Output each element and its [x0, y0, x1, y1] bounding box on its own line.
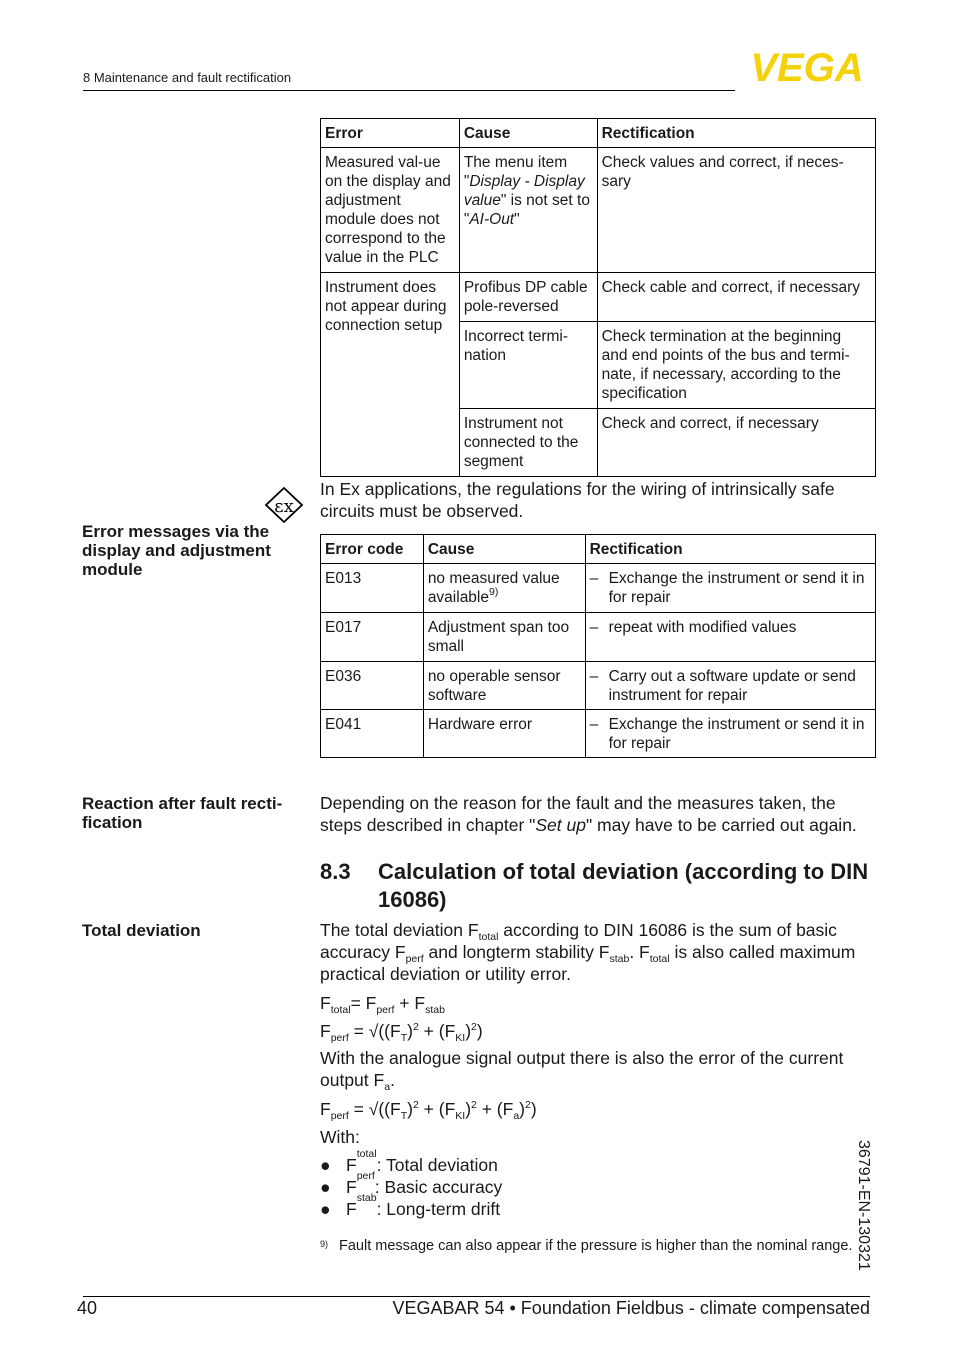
formula-total	[320, 992, 876, 1014]
subscript: perf	[376, 1004, 395, 1016]
text: )	[407, 1021, 413, 1041]
superscript: 2	[412, 1099, 419, 1111]
footnote-mark: 9)	[320, 1239, 329, 1249]
text: )	[519, 1099, 525, 1119]
vega-logo	[741, 50, 873, 84]
rectification-text: Exchange the instrument or send it in for repair	[608, 716, 865, 752]
subscript: KI	[455, 1110, 466, 1122]
error-cell: Measured val-ue on the display and adjustment module does not correspond to the value in the PLC	[321, 148, 460, 273]
list-item	[320, 1148, 502, 1176]
subscript: a	[513, 1110, 520, 1122]
subscript: total	[649, 953, 670, 965]
text: and longterm stability F	[423, 942, 610, 962]
side-heading-reaction: Reaction after fault recti-fication	[82, 794, 283, 832]
list-item	[320, 1170, 503, 1198]
col-header-error: Error	[321, 119, 460, 148]
text: = √((F	[348, 1021, 401, 1041]
superscript: 2	[412, 1021, 419, 1033]
table-row	[321, 613, 876, 662]
bullet-list	[320, 1148, 503, 1220]
text: + (F	[418, 1099, 456, 1119]
text: = √((F	[348, 1099, 401, 1119]
document-id: 36791-EN-130321	[855, 1140, 872, 1271]
text: )	[465, 1099, 472, 1119]
text: : Basic accuracy	[374, 1177, 503, 1197]
bullet-icon: ●	[320, 1155, 331, 1175]
superscript: 2	[471, 1021, 477, 1033]
dash-bullet: –	[589, 619, 599, 636]
table-row	[321, 662, 876, 710]
cause-cell: Adjustment span too small	[423, 613, 585, 662]
col-header-rectification: Rectification	[585, 535, 875, 564]
section-number: 8.3	[320, 859, 351, 884]
error-code-cell: E013	[321, 564, 424, 613]
list-item	[320, 1192, 502, 1220]
rectification-cell: Check and correct, if necessary	[597, 409, 875, 477]
subscript: a	[384, 1081, 391, 1093]
text: F	[346, 1177, 357, 1197]
text: F	[346, 1155, 357, 1175]
section-heading	[320, 858, 876, 914]
subscript: perf	[405, 953, 424, 965]
bullet-icon: ●	[320, 1177, 331, 1197]
text: = F	[350, 993, 377, 1013]
subscript: perf	[330, 1032, 349, 1044]
cause-text: "	[514, 211, 520, 228]
cause-cell: no operable sensor software	[423, 662, 585, 710]
subscript: T	[400, 1110, 408, 1122]
table-row	[321, 564, 876, 613]
text: F	[320, 1021, 331, 1041]
col-header-error-code: Error code	[321, 535, 424, 564]
text: .	[390, 1070, 395, 1090]
subscript: total	[356, 1148, 377, 1160]
rectification-cell	[585, 662, 875, 710]
rectification-cell	[585, 710, 875, 758]
text: F	[320, 1099, 331, 1119]
section-header: 8 Maintenance and fault rectification	[83, 70, 292, 85]
ex-explosion-protection-icon	[264, 487, 304, 523]
bullet-icon: ●	[320, 1199, 331, 1219]
ex-note: In Ex applications, the regulations for the wiring of intrinsically safe circuits must be observed.	[320, 479, 835, 521]
text: according to DIN 16086 is the sum of basic accuracy F	[320, 920, 837, 962]
table-header-row	[321, 535, 876, 564]
cause-cell: Profibus DP cable pole-reversed	[459, 273, 597, 322]
chapter-ref: Set up	[535, 815, 586, 835]
error-cell: Instrument does not appear during connection setup	[321, 273, 460, 477]
rectification-cell	[585, 613, 875, 662]
dash-bullet: –	[589, 570, 599, 587]
subscript: stab	[425, 1004, 445, 1016]
superscript: 2	[525, 1099, 531, 1111]
superscript: 2	[471, 1099, 477, 1111]
formula-perf-analogue	[320, 1098, 876, 1120]
subscript: total	[478, 931, 499, 943]
cause-cell: Incorrect termi-nation	[459, 322, 597, 409]
dash-bullet: –	[589, 668, 599, 685]
rectification-cell: Check cable and correct, if necessary	[597, 273, 875, 322]
fault-table	[320, 118, 876, 477]
table-header-row	[321, 119, 876, 148]
text: + F	[394, 993, 426, 1013]
text: : Total deviation	[376, 1155, 498, 1175]
text: F	[346, 1199, 357, 1219]
footnote-text: Fault message can also appear if the pressure is higher than the nominal range.	[339, 1238, 853, 1254]
rectification-cell	[585, 564, 875, 613]
page-number: 40	[77, 1298, 98, 1318]
logo-text: VEGA	[750, 50, 864, 84]
text: )	[530, 1099, 537, 1119]
reaction-text: " may have to be carried out again.	[585, 815, 857, 835]
cause-cell: Instrument not connected to the segment	[459, 409, 597, 477]
text: The total deviation F	[320, 920, 479, 940]
table-row	[321, 710, 876, 758]
text: )	[407, 1099, 413, 1119]
text: )	[465, 1021, 472, 1041]
cause-text: " is not set to "	[463, 192, 590, 228]
text: F	[320, 993, 331, 1013]
cause-cell	[459, 148, 597, 273]
error-code-cell: E036	[321, 662, 424, 710]
footnote-ref: 9)	[489, 586, 499, 598]
subscript: stab	[609, 953, 630, 965]
text: + (F	[418, 1021, 456, 1041]
text: + (F	[476, 1099, 514, 1119]
subscript: KI	[455, 1032, 466, 1044]
svg-text:εx: εx	[274, 496, 294, 517]
section-title: Calculation of total deviation (according to DIN 16086)	[378, 859, 869, 912]
dash-bullet: –	[589, 716, 599, 733]
reaction-text: Depending on the reason for the fault and the measures taken, the steps described in chapter "	[320, 793, 836, 835]
side-heading-error-messages: Error messages via the display and adjustment module	[82, 522, 271, 579]
cause-text: no measured value available	[427, 570, 560, 606]
footnote	[320, 1237, 876, 1256]
text: )	[476, 1021, 483, 1041]
rectification-cell: Check termination at the beginning and end points of the bus and termi-nate, if necessary, according to the specification	[597, 322, 875, 409]
total-deviation-paragraph	[320, 919, 876, 985]
col-header-cause: Cause	[423, 535, 585, 564]
subscript: T	[400, 1032, 408, 1044]
rectification-text: Exchange the instrument or send it in for repair	[608, 570, 865, 606]
text: . F	[629, 942, 650, 962]
text: With the analogue signal output there is also the error of the current output F	[320, 1048, 844, 1090]
error-code-table	[320, 534, 876, 758]
table-row	[321, 148, 876, 273]
subscript: total	[330, 1004, 351, 1016]
footer-rule	[83, 1296, 870, 1297]
subscript: perf	[356, 1170, 375, 1182]
cause-cell: Hardware error	[423, 710, 585, 758]
subscript: perf	[330, 1110, 349, 1122]
col-header-rectification: Rectification	[597, 119, 875, 148]
with-label: With:	[320, 1127, 360, 1147]
text: is also called maximum practical deviation or utility error.	[320, 942, 856, 984]
cause-text: The menu item "	[463, 154, 568, 190]
analogue-paragraph	[320, 1047, 876, 1091]
side-heading-total-deviation: Total deviation	[82, 921, 201, 940]
cause-cell	[423, 564, 585, 613]
error-code-cell: E017	[321, 613, 424, 662]
error-code-cell: E041	[321, 710, 424, 758]
rectification-text: repeat with modified values	[608, 619, 797, 636]
table-row	[321, 273, 876, 322]
cause-value: AI-Out	[469, 211, 515, 228]
document-title: VEGABAR 54 • Foundation Fieldbus - climate compensated	[392, 1298, 870, 1318]
reaction-paragraph	[320, 792, 876, 836]
rectification-cell: Check values and correct, if neces-sary	[597, 148, 875, 273]
text: : Long-term drift	[376, 1199, 501, 1219]
cause-menu-item: Display - Display value	[463, 173, 585, 209]
subscript: stab	[356, 1192, 377, 1204]
header-rule	[83, 90, 735, 91]
col-header-cause: Cause	[459, 119, 597, 148]
rectification-text: Carry out a software update or send instrument for repair	[608, 668, 856, 704]
formula-perf	[320, 1020, 876, 1042]
